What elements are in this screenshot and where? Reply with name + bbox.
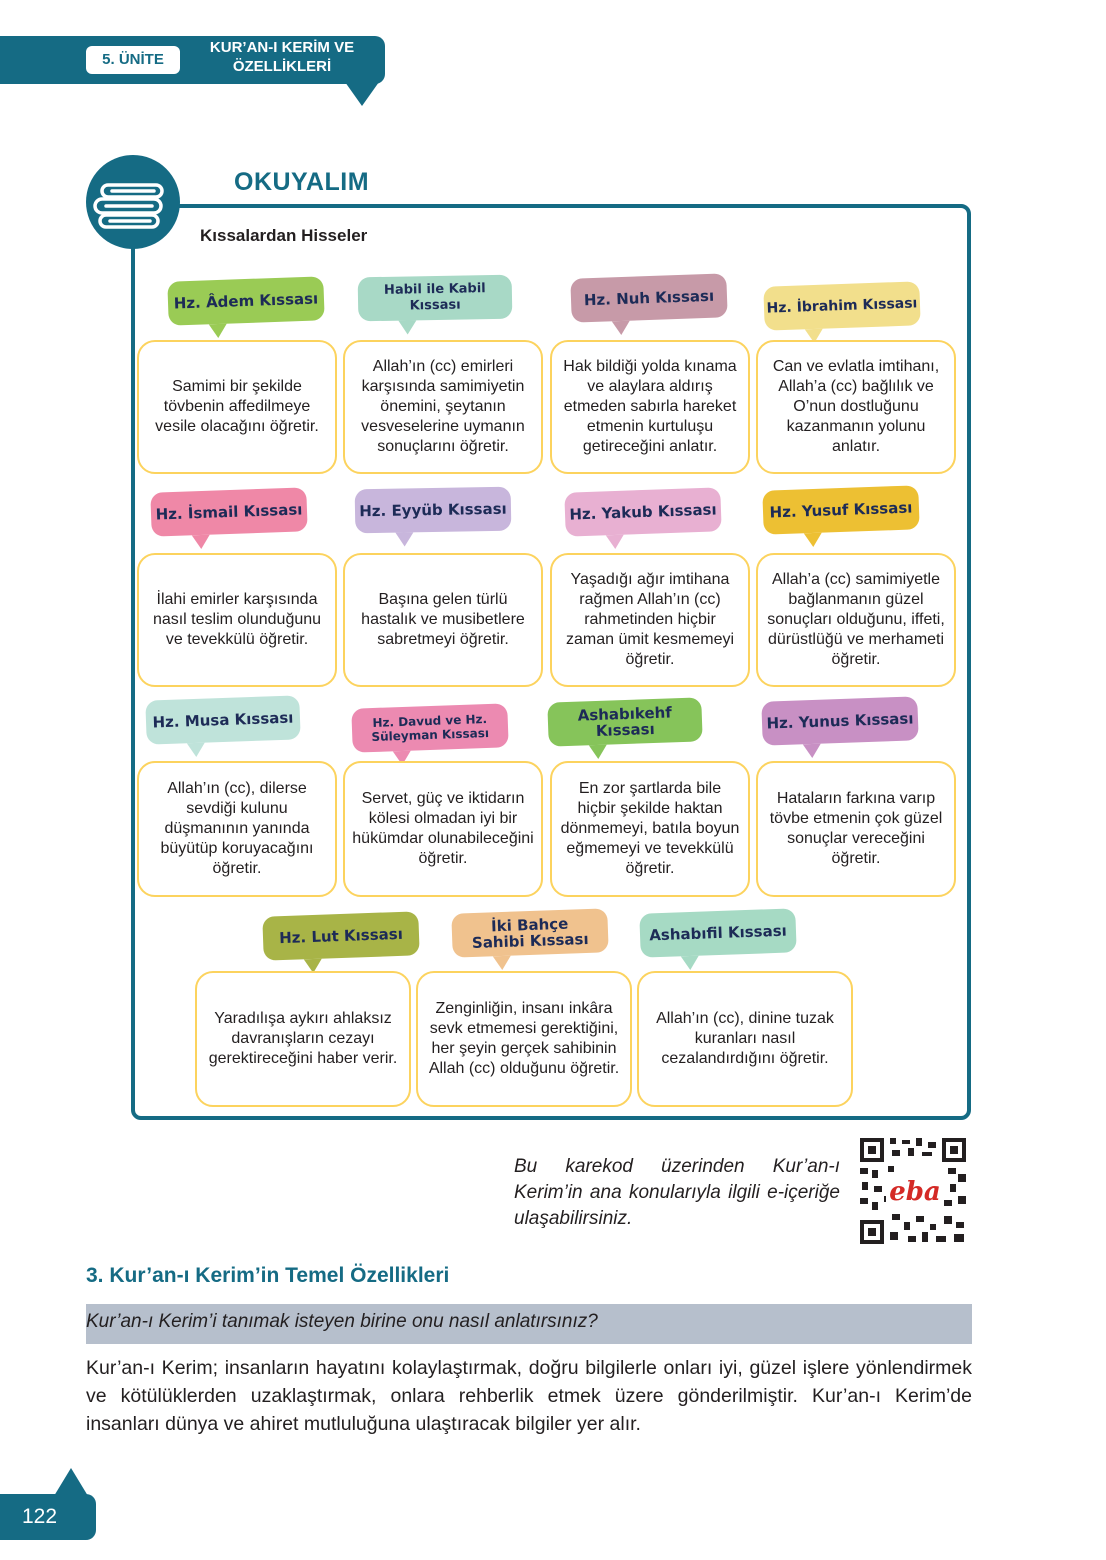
unit-badge: 5. ÜNİTE: [86, 46, 180, 74]
story-tag-iki-bahce: İki Bahçe Sahibi Kıssası: [451, 908, 608, 957]
story-tag-ibrahim: Hz. İbrahim Kıssası: [763, 281, 920, 330]
story-box-musa: Allah’ın (cc), dilerse sevdiği kulunu düşmanının yanında büyütüp koruyacağını öğretir.: [137, 761, 337, 897]
story-tag-ashabifil: Ashabıfil Kıssası: [639, 908, 796, 957]
story-box-ismail: İlahi emirler karşısında nasıl teslim olunduğunu ve tevekkülü öğretir.: [137, 553, 337, 687]
story-box-yusuf: Allah’a (cc) samimiyetle bağlanmanın güzel sonuçları olduğunu, iffeti, dürüstlüğü ve merhameti öğretir.: [756, 553, 956, 687]
story-tag-ismail: Hz. İsmail Kıssası: [150, 487, 307, 536]
page-number: 122: [22, 1505, 58, 1528]
story-box-adem: Samimi bir şekilde tövbenin affedilmeye vesile olacağını öğretir.: [137, 340, 337, 474]
story-box-eyyub: Başına gelen türlü hastalık ve musibetlere sabretmeyi öğretir.: [343, 553, 543, 687]
story-box-yunus: Hataların farkına varıp tövbe etmenin çok güzel sonuçlar vereceğini öğretir.: [756, 761, 956, 897]
unit-header-tail: [345, 82, 379, 106]
story-box-ashabikehf: En zor şartlarda bile hiçbir şekilde haktan dönmemeyi, batıla boyun eğmemeyi ve tevekkülü öğretir.: [550, 761, 750, 897]
eba-logo: eba: [889, 1177, 941, 1207]
story-box-lut: Yaradılışa aykırı ahlaksız davranışların cezayı gerektireceğini haber verir.: [195, 971, 411, 1107]
story-tag-davud-suleyman: Hz. Davud ve Hz. Süleyman Kıssası: [351, 703, 508, 752]
section-question: Kur’an-ı Kerim’i tanımak isteyen birine onu nasıl anlatırsınız?: [86, 1311, 598, 1332]
qr-description: Bu karekod üzerinden Kur’an-ı Kerim’in ana konularıyla ilgili e-içeriğe ulaşabilirsiniz.: [514, 1156, 840, 1229]
story-tag-habil-kabil: Habil ile Kabil Kıssası: [358, 275, 513, 322]
story-box-habil-kabil: Allah’ın (cc) emirleri karşısında samimiyetin önemini, şeytanın vesveselerine uymanın sonuçlarını öğretir.: [343, 340, 543, 474]
story-tag-yakub: Hz. Yakub Kıssası: [564, 487, 721, 536]
story-tag-yunus: Hz. Yunus Kıssası: [761, 696, 918, 745]
story-tag-nuh: Hz. Nuh Kıssası: [570, 273, 727, 322]
story-tag-musa: Hz. Musa Kıssası: [145, 695, 300, 744]
qr-code[interactable]: [858, 1136, 968, 1246]
section-title: 3. Kur’an-ı Kerim’in Temel Özellikleri: [86, 1264, 450, 1287]
story-box-ibrahim: Can ve evlatla imtihanı, Allah’a (cc) bağlılık ve O’nun dostluğunu kazanmanın yolunu anlatır.: [756, 340, 956, 474]
story-box-ashabifil: Allah’ın (cc), dinine tuzak kuranları nasıl cezalandırdığını öğretir.: [637, 971, 853, 1107]
books-icon: [86, 155, 180, 249]
unit-title: KUR’AN-I KERİM VE ÖZELLİKLERİ: [209, 39, 355, 75]
reading-heading: OKUYALIM: [234, 168, 370, 196]
story-tag-eyyub: Hz. Eyyüb Kıssası: [355, 487, 512, 534]
story-tag-ashabikehf: Ashabıkehf Kıssası: [547, 697, 702, 746]
page-tab-tip: [54, 1468, 88, 1496]
section-paragraph: Kur’an-ı Kerim; insanların hayatını kolaylaştırmak, doğru bilgilerle onları iyi, güzel işlere yönlendirmek ve kötülüklerden uzaklaştırmak, onlara rehberlik etmek üzere gönderilmiştir. Kur’an-ı Kerim’de insanları dünya ve ahiret mutluluğuna ulaştıracak bilgiler yer alır.: [86, 1357, 972, 1435]
reading-subtitle: Kıssalardan Hisseler: [200, 226, 368, 245]
story-box-yakub: Yaşadığı ağır imtihana rağmen Allah’ın (cc) rahmetinden hiçbir zaman ümit kesmemeyi öğretir.: [550, 553, 750, 687]
story-box-nuh: Hak bildiği yolda kınama ve alaylara aldırış etmeden sabırla hareket etmenin kurtuluşu getireceğini anlatır.: [550, 340, 750, 474]
story-tag-lut: Hz. Lut Kıssası: [262, 911, 419, 960]
story-box-iki-bahce: Zenginliğin, insanı inkâra sevk etmemesi gerektiğini, her şeyin gerçek sahibinin Allah (cc) olduğunu öğretir.: [416, 971, 632, 1107]
story-box-davud-suleyman: Servet, güç ve iktidarın kölesi olmadan iyi bir hükümdar olunabileceğini öğretir.: [343, 761, 543, 897]
story-tag-adem: Hz. Âdem Kıssası: [167, 276, 324, 325]
story-tag-yusuf: Hz. Yusuf Kıssası: [762, 485, 919, 534]
